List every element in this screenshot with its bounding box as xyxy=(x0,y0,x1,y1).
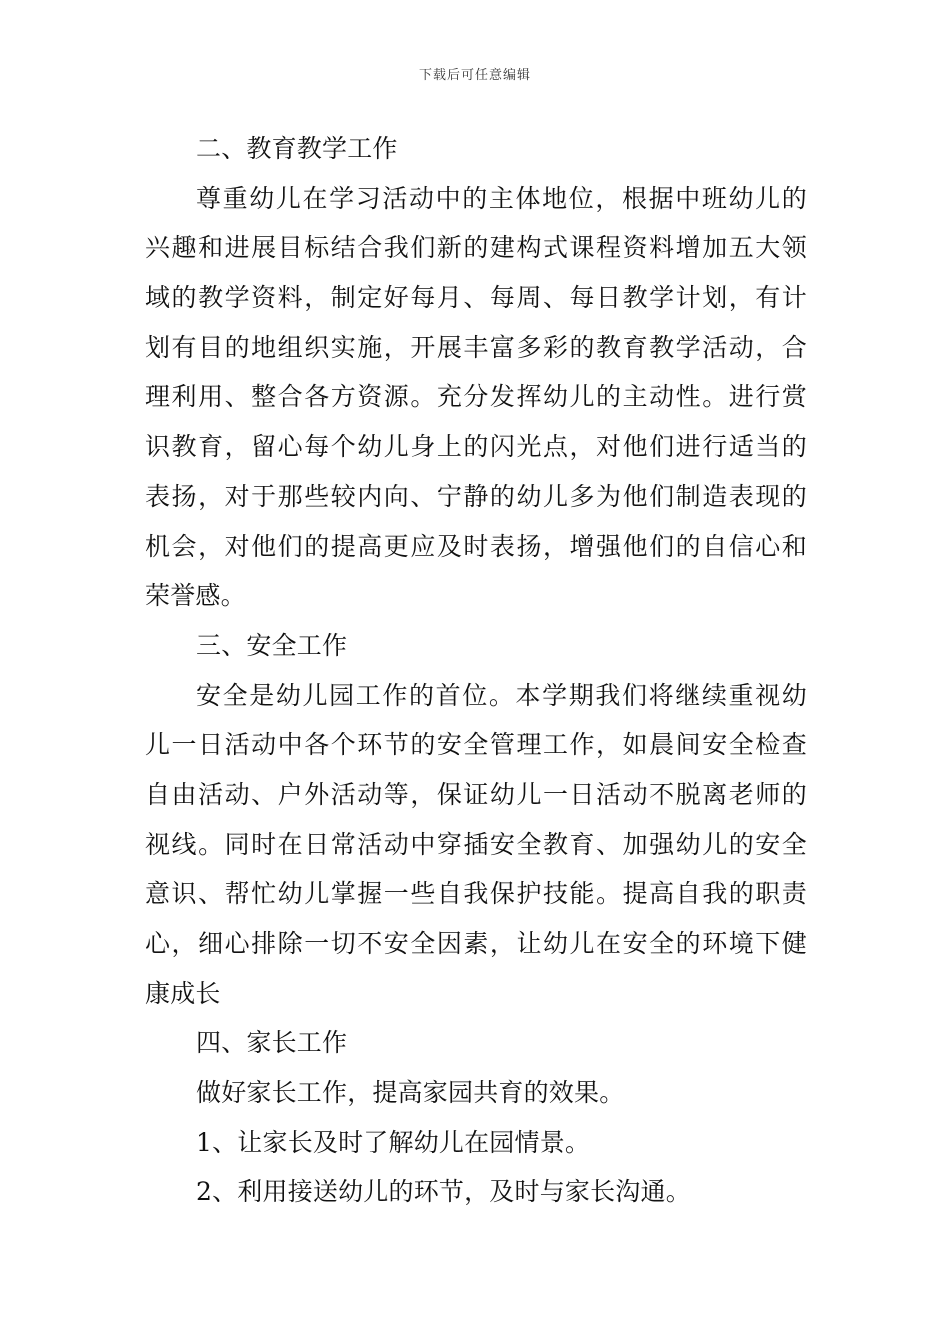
paragraph-line: 心，细心排除一切不安全因素，让幼儿在安全的环境下健 xyxy=(145,929,807,958)
paragraph-line: 表扬，对于那些较内向、宁静的幼儿多为他们制造表现的 xyxy=(145,481,807,511)
paragraph-line: 兴趣和进展目标结合我们新的建构式课程资料增加五大领 xyxy=(145,233,807,263)
paragraph-line: 域的教学资料，制定好每月、每周、每日教学计划，有计 xyxy=(145,283,807,313)
paragraph-line: 做好家长工作，提高家园共育的效果。 xyxy=(196,1078,625,1108)
page-header: 下载后可任意编辑 xyxy=(418,68,531,83)
paragraph-line: 视线。同时在日常活动中穿插安全教育、加强幼儿的安全 xyxy=(145,829,807,859)
paragraph-line: 荣誉感。 xyxy=(145,581,246,611)
section-heading-safety: 三、安全工作 xyxy=(196,630,348,660)
paragraph-line: 划有目的地组织实施，开展丰富多彩的教育教学活动，合 xyxy=(145,332,807,362)
section-heading-parents: 四、家长工作 xyxy=(196,1028,348,1058)
paragraph-line: 康成长 xyxy=(145,978,221,1008)
paragraph-line: 理利用、整合各方资源。充分发挥幼儿的主动性。进行赏 xyxy=(145,382,807,412)
paragraph-line: 尊重幼儿在学习活动中的主体地位，根据中班幼儿的 xyxy=(196,183,807,213)
paragraph-line: 识教育，留心每个幼儿身上的闪光点，对他们进行适当的 xyxy=(145,432,807,462)
document-body xyxy=(145,124,807,1217)
paragraph-line: 安全是幼儿园工作的首位。本学期我们将继续重视幼 xyxy=(196,680,807,710)
list-item: 2、利用接送幼儿的环节，及时与家长沟通。 xyxy=(196,1177,691,1207)
list-item: 1、让家长及时了解幼儿在园情景。 xyxy=(196,1127,591,1157)
paragraph-line: 机会，对他们的提高更应及时表扬，增强他们的自信心和 xyxy=(145,531,807,561)
paragraph-line: 意识、帮忙幼儿掌握一些自我保护技能。提高自我的职责 xyxy=(145,879,807,909)
section-heading-teaching: 二、教育教学工作 xyxy=(196,134,398,163)
paragraph-line: 自由活动、户外活动等，保证幼儿一日活动不脱离老师的 xyxy=(145,779,807,809)
paragraph-line: 儿一日活动中各个环节的安全管理工作，如晨间安全检查 xyxy=(145,730,807,760)
